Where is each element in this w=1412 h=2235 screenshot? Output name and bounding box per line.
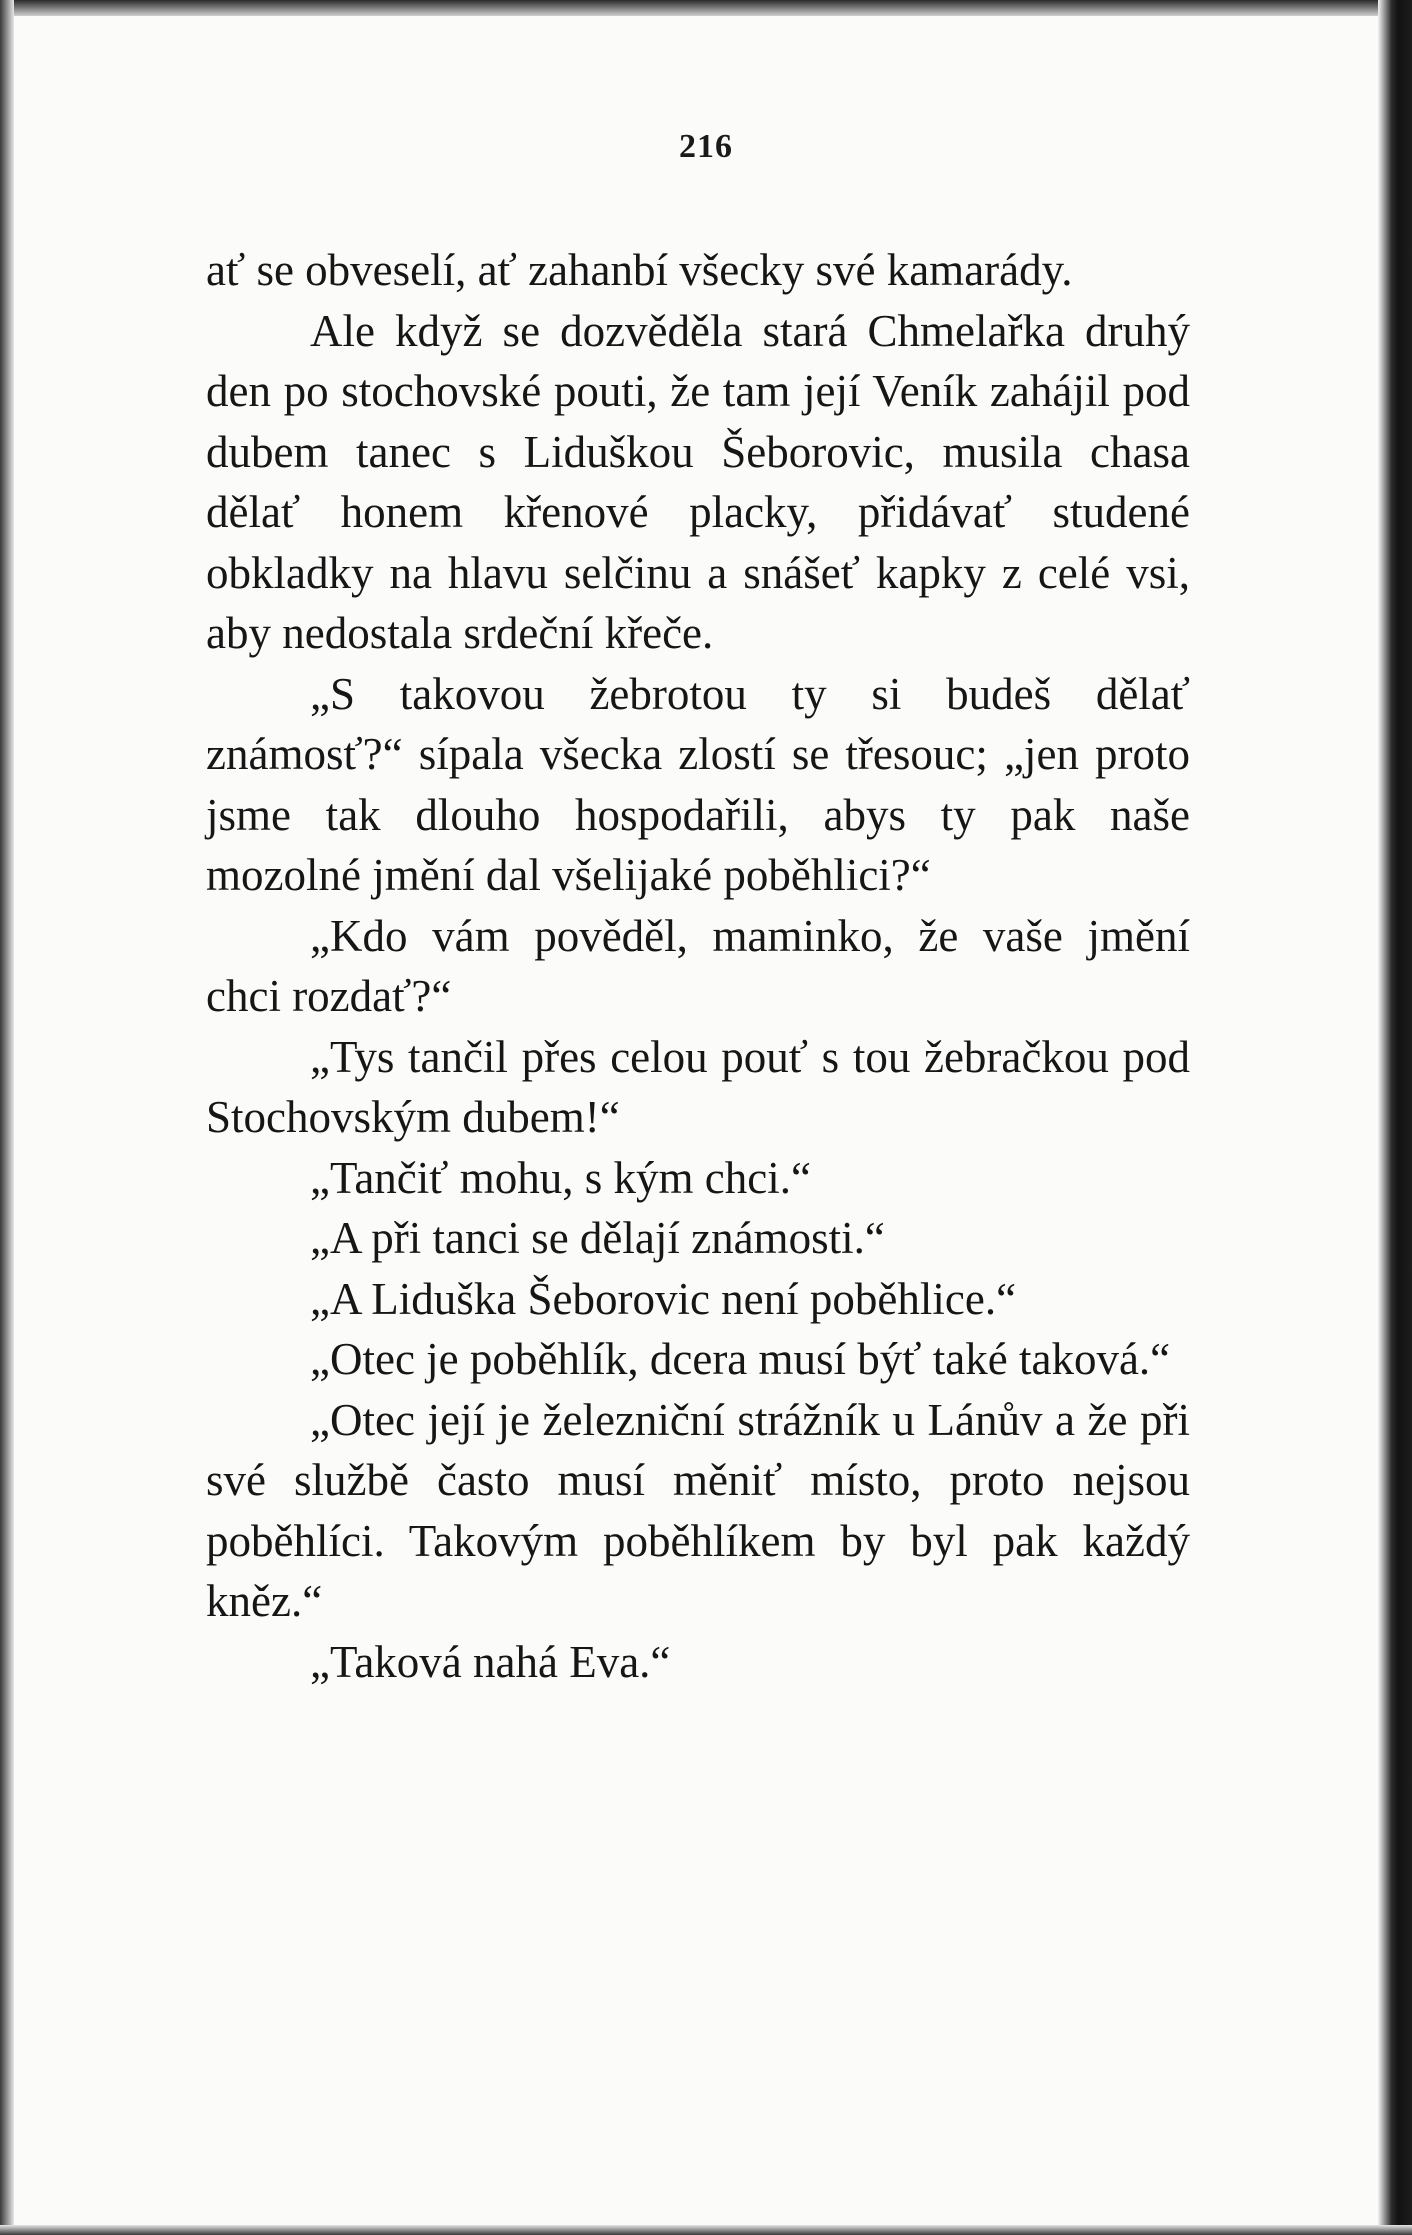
scan-edge-right xyxy=(1378,0,1412,2235)
paragraph: „Tys tančil přes celou pouť s tou žebračkou pod Stochovským dubem!“ xyxy=(206,1031,1190,1142)
paragraph: „Otec je poběhlík, dcera musí býť také taková.“ xyxy=(310,1334,1171,1384)
paragraph: „A při tanci se dělají známosti.“ xyxy=(310,1213,885,1263)
paragraph: Ale když se dozvěděla stará Chmelařka druhý den po stochovské pouti, že tam její Veník zahájil pod dubem tanec s Liduškou Šeborovic, musila chasa dělať honem křenové placky, přidávať studené obkladky na hlavu selčinu a snášeť kapky z celé vsi, aby nedostala srdeční křeče. xyxy=(206,305,1190,658)
paragraph: „Taková nahá Eva.“ xyxy=(310,1636,671,1687)
paragraph: „Otec její je železniční strážník u Lánův a že při své službě často musí měniť místo, proto nejsou poběhlíci. Takovým poběhlíkem by byl pak každý kněz.“ xyxy=(206,1394,1190,1626)
paragraph: ať se obveselí, ať zahanbí všecky své kamarády. xyxy=(206,245,1073,295)
paragraph: „S takovou žebrotou ty si budeš dělať známosť?“ sípala všecka zlostí se třesouc; „jen proto jsme tak dlouho hospodařili, abys ty pak naše mozolné jmění dal všelijaké poběhlici?“ xyxy=(206,668,1190,900)
scan-edge-left xyxy=(0,0,14,2235)
scan-edge-top xyxy=(0,0,1412,16)
page-number: 216 xyxy=(679,128,733,165)
paragraph: „Kdo vám pověděl, maminko, že vaše jmění chci rozdať?“ xyxy=(206,910,1190,1021)
page-text xyxy=(206,240,1190,1692)
paragraph: „A Liduška Šeborovic není poběhlice.“ xyxy=(310,1273,1017,1324)
paragraph: „Tančiť mohu, s kým chci.“ xyxy=(310,1152,811,1203)
scan-edge-bottom xyxy=(0,2225,1412,2235)
